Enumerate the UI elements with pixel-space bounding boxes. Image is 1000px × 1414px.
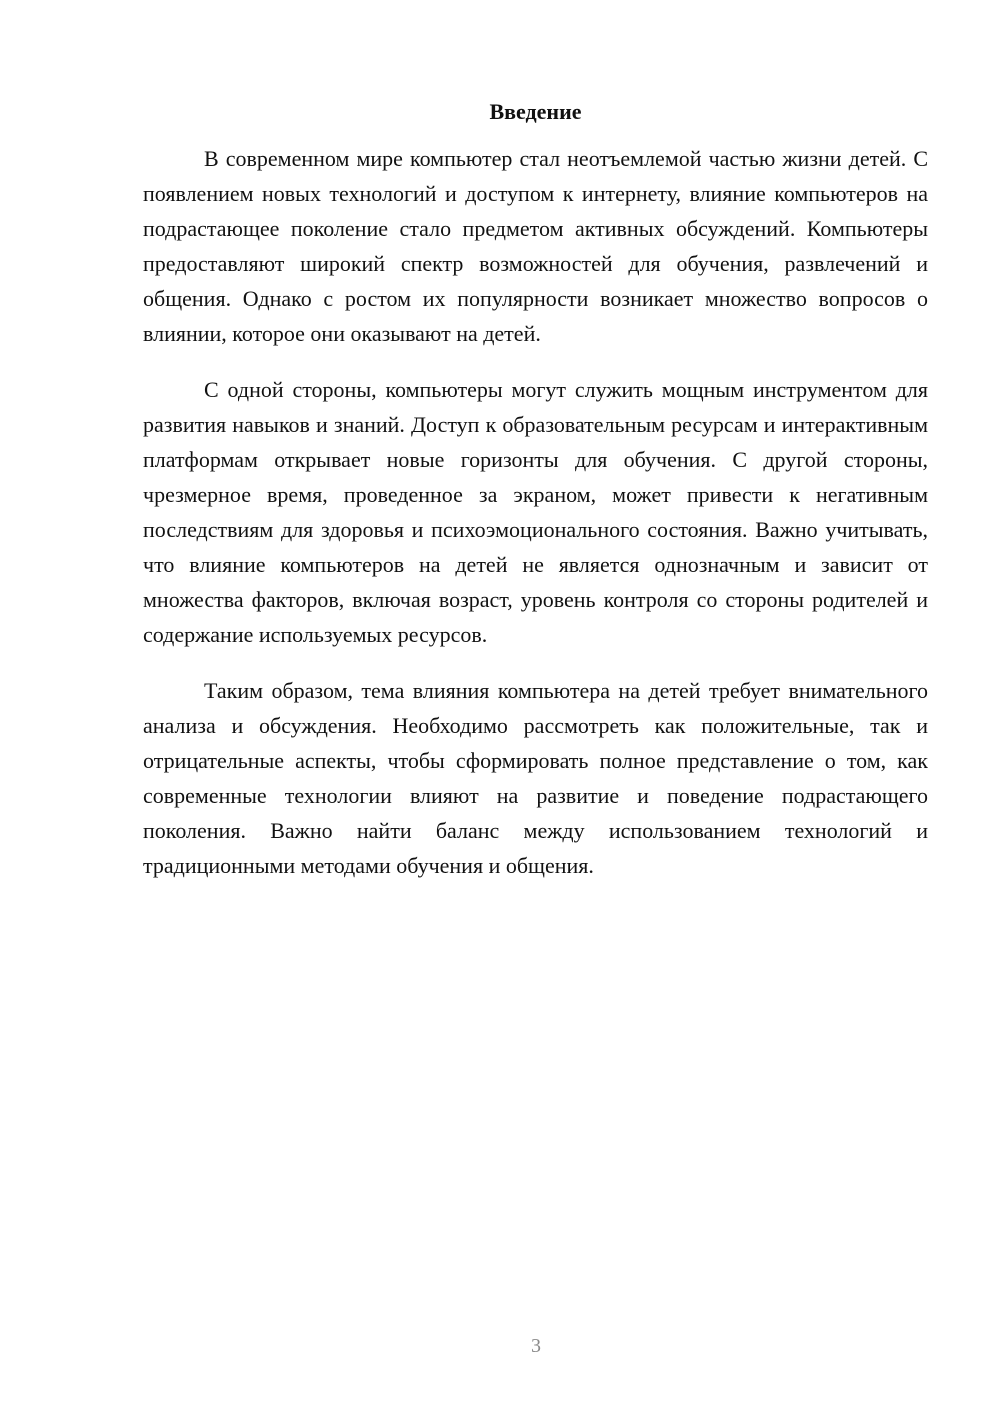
section-heading: Введение (489, 99, 582, 124)
paragraph-1: В современном мире компьютер стал неотъемлемой частью жизни детей. С появлением новых технологий и доступом к интернету, влияние компьютеров на подрастающее поколение стало предметом активных обсуждений. Компьютеры предоставляют широкий спектр возможностей для обучения, развлечений и общения. Однако с ростом их популярности возникает множество вопросов о влиянии, которое они оказывают на детей. (143, 146, 928, 346)
page-number: 3 (531, 1335, 541, 1357)
paragraph-3: Таким образом, тема влияния компьютера на детей требует внимательного анализа и обсуждения. Необходимо рассмотреть как положительные, так и отрицательные аспекты, чтобы сформировать полное представление о том, как современные технологии влияют на развитие и поведение подрастающего поколения. Важно найти баланс между использованием технологий и традиционными методами обучения и общения. (143, 678, 928, 878)
paragraph-2: С одной стороны, компьютеры могут служить мощным инструментом для развития навыков и знаний. Доступ к образовательным ресурсам и интерактивным платформам открывает новые горизонты для обучения. С другой стороны, чрезмерное время, проведенное за экраном, может привести к негативным последствиям для здоровья и психоэмоционального состояния. Важно учитывать, что влияние компьютеров на детей не является однозначным и зависит от множества факторов, включая возраст, уровень контроля со стороны родителей и содержание используемых ресурсов. (143, 377, 928, 647)
document-body (143, 141, 928, 904)
